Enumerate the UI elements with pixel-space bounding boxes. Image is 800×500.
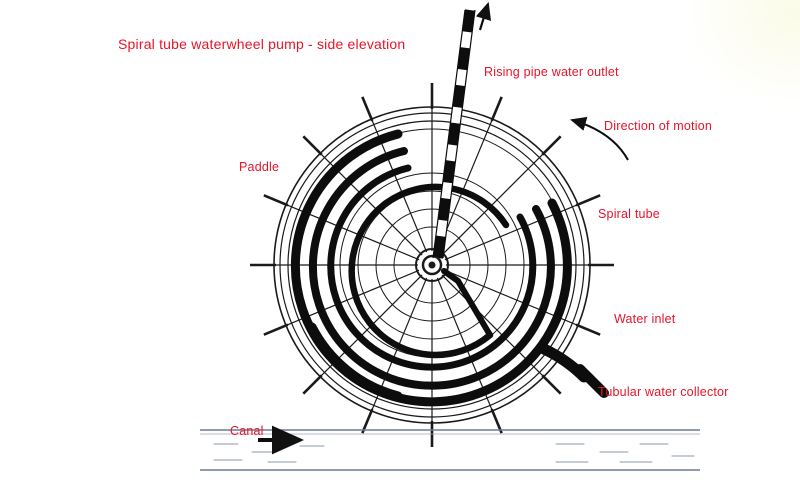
diagram-title: Spiral tube waterwheel pump - side elevation xyxy=(118,36,406,52)
rising-pipe xyxy=(433,4,488,258)
label-spiral-tube: Spiral tube xyxy=(598,207,660,221)
label-paddle: Paddle xyxy=(239,160,280,174)
label-water-inlet: Water inlet xyxy=(614,312,676,326)
label-canal: Canal xyxy=(230,424,264,438)
label-rising-pipe-water-outlet: Rising pipe water outlet xyxy=(484,65,619,79)
wheel-assembly xyxy=(250,83,614,447)
label-direction-of-motion: Direction of motion xyxy=(604,119,713,133)
label-tubular-water-collector: Tubular water collector xyxy=(598,385,729,399)
canal-water xyxy=(200,430,700,470)
